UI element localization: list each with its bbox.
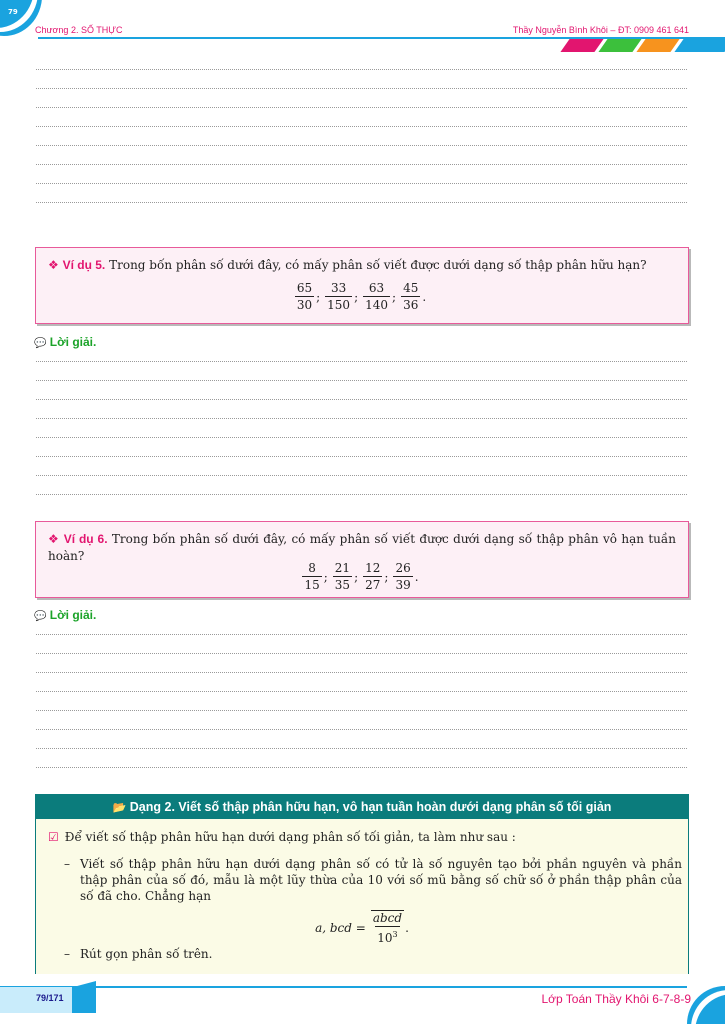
speech-bubble-icon: 💬 <box>34 338 47 349</box>
stripe-orange <box>636 39 679 52</box>
stripe-blue <box>674 39 725 52</box>
checkbox-icon: ☑ <box>48 830 59 844</box>
dash-bullet: – <box>64 857 70 871</box>
footer-page-number: 79/171 <box>36 993 64 1003</box>
stripe-green <box>598 39 641 52</box>
method-title-bar <box>36 795 688 819</box>
fraction: $\frac{21}{35}$ <box>334 561 351 592</box>
method-lead: ☑ Để viết số thập phân hữu hạn dưới dạng phân số tối giản, ta làm như sau : <box>48 830 516 844</box>
example-5-fractions: $\frac{65}{30}$ ; $\frac{33}{150}$ ; $\frac{63}{140}$ ; $\frac{45}{36}$ . <box>296 281 427 312</box>
folder-icon: 📂 <box>112 802 127 814</box>
fraction: $\frac{12}{27}$ <box>365 561 381 592</box>
example-6-question: Trong bốn phân số dưới đây, có mấy phân số viết được dưới dạng số thập phân vô hạn tuần hoàn? <box>48 532 676 563</box>
speech-bubble-icon: 💬 <box>34 611 47 622</box>
formula-fraction: $\frac{\text{abcd}}{10^3}$ <box>372 911 403 945</box>
diamond-icon: ❖ <box>48 532 60 546</box>
example-6-box <box>35 521 689 598</box>
method-title: Dạng 2. Viết số thập phân hữu hạn, vô hạn tuần hoàn dưới dạng phân số tối giản <box>129 800 612 814</box>
author-contact: Thầy Nguyễn Bình Khôi – ĐT: 0909 461 641 <box>512 25 689 35</box>
answer-lines-top <box>36 69 687 221</box>
method-step-1: – Viết số thập phân hữu hạn dưới dạng phân số có tử là số nguyên tạo bởi phần nguyên và phần thập phân của số đó, mẫu là một lũy thừa của 10 với số mũ bằng số chữ số ở phần thập phân của số đã cho. Chẳng hạn <box>64 857 682 903</box>
solution-6-heading <box>34 608 96 622</box>
example-5-question-line <box>36 248 688 274</box>
header-color-stripes <box>559 39 725 52</box>
example-6-question-line <box>36 522 688 565</box>
method-step-2: – Rút gọn phân số trên. <box>64 947 213 961</box>
fraction: $\frac{26}{39}$ <box>395 561 411 592</box>
footer-rule <box>0 986 687 988</box>
fraction: $\frac{65}{30}$ <box>296 281 313 312</box>
diamond-icon: ❖ <box>48 258 59 272</box>
page-number-top: 79 <box>8 8 18 16</box>
fraction: $\frac{45}{36}$ <box>403 281 419 312</box>
method-formula: a, bcd = $\frac{\text{abcd}}{10^3}$ . <box>315 911 409 945</box>
fraction: $\frac{8}{15}$ <box>304 561 320 592</box>
solution-label: Lời giải. <box>49 608 97 622</box>
chapter-title: Chương 2. SỐ THỰC <box>35 25 123 35</box>
example-5-question: Trong bốn phân số dưới đây, có mấy phân số viết được dưới dạng số thập phân hữu hạn? <box>109 258 647 272</box>
stripe-pink <box>560 39 603 52</box>
solution-5-heading <box>34 335 96 349</box>
example-6-label: Ví dụ 6. <box>63 532 108 546</box>
fraction: $\frac{33}{150}$ <box>327 281 351 312</box>
example-6-fractions: $\frac{8}{15}$ ; $\frac{21}{35}$ ; $\frac{12}{27}$ ; $\frac{26}{39}$ . <box>304 561 419 592</box>
example-5-box <box>35 247 689 324</box>
solution-label: Lời giải. <box>49 335 97 349</box>
answer-lines-example-5 <box>36 361 687 513</box>
answer-lines-example-6 <box>36 634 687 786</box>
fraction: $\frac{63}{140}$ <box>365 281 389 312</box>
example-5-label: Ví dụ 5. <box>62 258 106 272</box>
corner-decoration-bottom-right <box>685 984 725 1024</box>
footer-brand: Lớp Toán Thầy Khôi 6-7-8-9 <box>541 992 691 1006</box>
dash-bullet: – <box>64 947 70 961</box>
method-box <box>35 794 689 974</box>
